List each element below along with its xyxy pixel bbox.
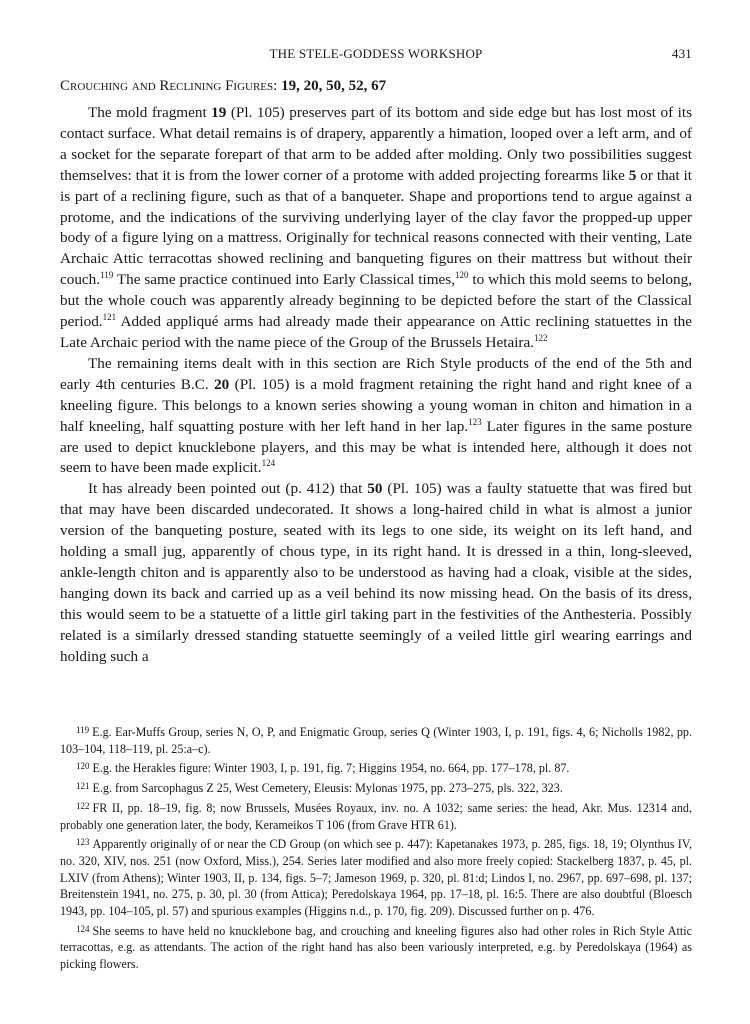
text-run: Later figures in the same posture are used to depict knucklebone players, and this may be what is intended here, although it does not seem to have been made explicit. <box>60 417 692 477</box>
footnote <box>60 778 692 797</box>
footnote-ref: 123 <box>468 416 482 427</box>
running-head <box>60 46 692 66</box>
footnote-ref: 121 <box>102 312 117 322</box>
footnote <box>60 798 692 833</box>
running-title: THE STELE-GODDESS WORKSHOP <box>269 46 483 61</box>
text-run: It has already been pointed out (p. 412) that <box>88 480 368 498</box>
paragraph <box>60 479 692 667</box>
text-run: or that it is part of a reclining figure, such as that of a banqueter. Shape and proportions tend to argue against a protome, and the indications of the surviving underlying layer of the clay favor the propped-up upper body of a figure lying on a mattress. Originally for technical reasons connected with their venting, Late Archaic Attic terracottas showed reclining and banqueting figures on their mattress but without their couch. <box>60 166 692 289</box>
text-run: (Pl. 105) was a faulty statuette that was fired but that may have been discarded undecorated. It shows a long-haired child in what is almost a junior version of the banqueting posture, seated with its legs to one side, its weight on its left hand, and holding a small jug, apparently of chous type, in its right hand. It is dressed in a thin, long-sleeved, ankle-length chiton and is apparently also to be understood as having had a cloak, visible at the sides, hanging down its back and carried up as a veil behind its now missing head. On the basis of its dress, this would seem to be a statuette of a little girl taking part in the festivities of the Anthesteria. Possibly related is a similarly dressed standing statuette seemingly of a veiled little girl wearing earrings and holding such a <box>60 480 692 665</box>
footnote <box>60 834 692 920</box>
catalogue-number: 5 <box>628 166 637 184</box>
text-run: The same practice continued into Early Classical times, <box>113 271 456 289</box>
paragraph <box>60 354 692 479</box>
text-run: Added appliqué arms had already made their appearance on Attic reclining statuettes in the Late Archaic period with the name piece of the Group of the Brussels Hetaira. <box>60 313 692 351</box>
footnote-text: E.g. the Herakles figure: Winter 1903, I, p. 191, fig. 7; Higgins 1954, no. 664, pp. 177–178, pl. 87. <box>92 761 570 776</box>
footnote-number: 120 <box>76 761 90 772</box>
text-run: The mold fragment <box>88 104 212 121</box>
footnote-text: FR II, pp. 18–19, fig. 8; now Brussels, Musées Royaux, inv. no. A 1032; same series: the head, Akr. Mus. 12314 and, probably one generation later, the body, Kerameikos T 106 (from Grave HTR 61). <box>60 800 692 832</box>
page <box>60 46 692 667</box>
paragraph <box>60 103 692 354</box>
catalogue-number: 50 <box>367 480 383 498</box>
section-heading-numbers: 19, 20, 50, 52, 67 <box>281 78 387 94</box>
footnote-number: 122 <box>76 800 90 811</box>
footnote-text: E.g. Ear-Muffs Group, series N, O, P, and Enigmatic Group, series Q (Winter 1903, I, p. 191, figs. 4, 6; Nicholls 1982, pp. 103–104, 118–119, pl. 25:a–c). <box>60 725 692 756</box>
page-number: 431 <box>671 46 692 61</box>
text-run: (Pl. 105) is a mold fragment retaining the right hand and right knee of a kneeling figure. This belongs to a known series showing a young woman in chiton and himation in a half kneeling, half squatting posture with her left hand in her lap. <box>60 375 693 435</box>
body-text <box>60 103 692 667</box>
text-run: The remaining items dealt with in this section are Rich Style products of the end of the 5th and early 4th centuries B.C. <box>60 354 692 393</box>
footnotes <box>60 722 692 974</box>
footnote <box>60 722 692 757</box>
footnote-number: 123 <box>76 837 90 848</box>
catalogue-number: 19 <box>211 104 227 121</box>
footnote-number: 121 <box>76 781 90 792</box>
footnote-text: E.g. from Sarcophagus Z 25, West Cemetery, Eleusis: Mylonas 1975, pp. 273–275, pls. 322, 323. <box>92 781 563 796</box>
text-run: (Pl. 105) preserves part of its bottom and side edge but has lost most of its contact surface. What detail remains is of drapery, apparently a himation, looped over a left arm, and of a socket for the separate forepart of that arm to be added after molding. Only two possibilities suggest themselves: that it is from the lower corner of a protome with added projecting forearms like <box>60 104 692 184</box>
footnote-ref: 124 <box>261 458 276 469</box>
footnote-number: 119 <box>76 725 90 735</box>
section-heading-label: Crouching and Reclining Figures: <box>60 78 278 94</box>
footnote-ref: 119 <box>100 270 114 281</box>
footnote-text: She seems to have held no knucklebone bag, and crouching and kneeling figures also had other roles in Rich Style Attic terracottas, e.g. as attendants. The action of the right hand has also been variously interpreted, e.g. by Peredolskaya (1964) as picking flowers. <box>60 923 692 972</box>
footnote-text: Apparently originally of or near the CD Group (on which see p. 447): Kapetanakes 1973, p. 285, figs. 18, 19; Olynthus IV, no. 320, XIV, nos. 251 (now Oxford, Miss.), 254. Series later modified and also more freely copied: Stackelberg 1837, p. 45, pl. LXIV (from Athens); Winter 1903, II, p. 134, figs. 5–7; Jameson 1969, p. 320, pl. 81:d; Lindos I, no. 2967, pp. 697–698, pl. 137; Breitenstein 1941, no. 275, p. 30, pl. 30 (from Attica); Peredolskaya 1964, pp. 17–18, pl. 16:5. There are also doubtful (Bloesch 1943, pp. 104–105, pl. 57) and spurious examples (Higgins n.d., p. 170, fig. 209). Discussed further on p. 476. <box>60 837 692 919</box>
footnote-ref: 122 <box>534 332 548 343</box>
catalogue-number: 20 <box>214 375 230 393</box>
section-heading <box>60 78 692 95</box>
footnote <box>60 921 692 973</box>
footnote-ref: 120 <box>455 270 469 281</box>
text-run: to which this mold seems to belong, but the whole couch was apparently already beginning to be depicted before the start of the Classical period. <box>60 271 692 331</box>
footnote-number: 124 <box>76 923 90 934</box>
footnote <box>60 758 692 777</box>
